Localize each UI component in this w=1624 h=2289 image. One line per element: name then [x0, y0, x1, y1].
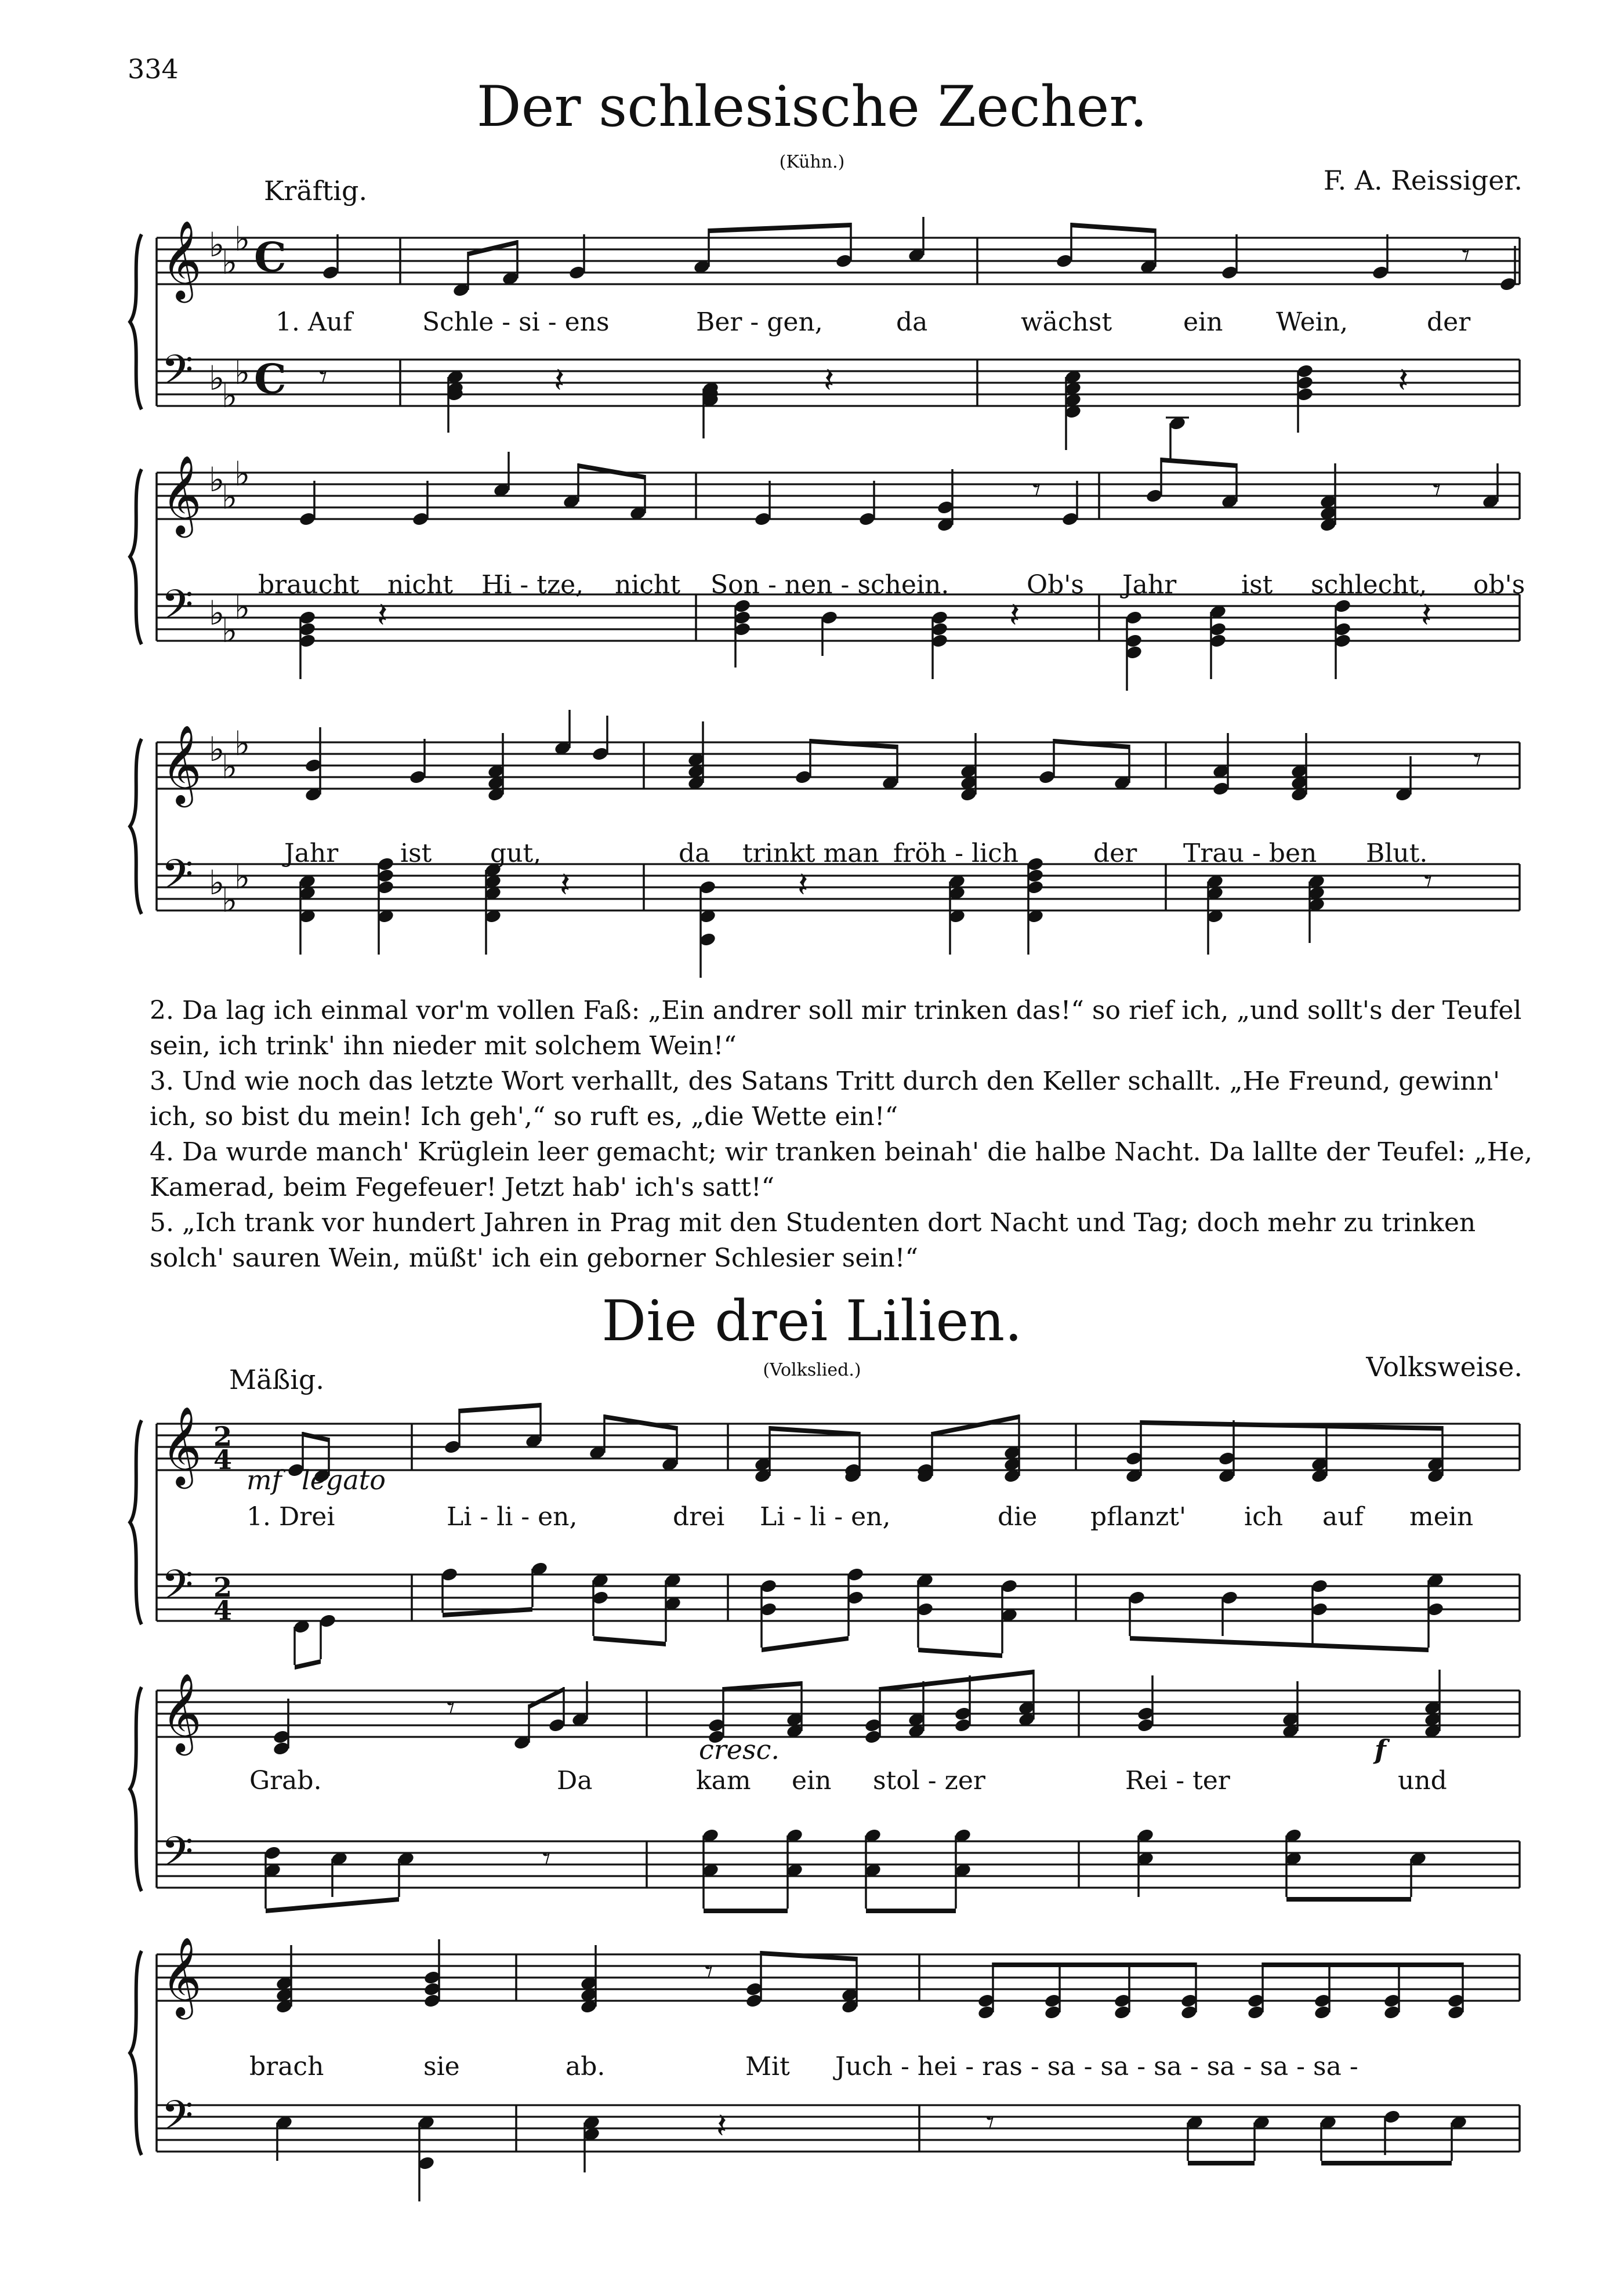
lyric-word: ist [1241, 570, 1273, 600]
lyric-word: kam [696, 1766, 751, 1795]
eighth-rest: 𝄾 [1433, 471, 1441, 509]
treble-beam [459, 1403, 541, 1413]
treble-beam [810, 739, 897, 749]
lyric-word: Jahr [1122, 570, 1177, 600]
lyric-word: der [1093, 839, 1137, 868]
eighth-rest: 𝄾 [1424, 862, 1433, 900]
treble-beam [709, 223, 851, 233]
grand-staff-brace [130, 1420, 142, 1624]
key-signature-flat: ♭ [222, 747, 238, 786]
treble-beam [932, 1414, 1019, 1436]
song2-title: Die drei Lilien. [601, 1289, 1023, 1354]
time-signature-bottom: 4 [213, 1444, 233, 1475]
treble-beam [303, 1432, 329, 1442]
treble-clef: 𝄞 [161, 1405, 202, 1485]
bass-beam [593, 1636, 666, 1646]
bass-beam [1321, 2161, 1452, 2165]
treble-clef: 𝄞 [161, 1672, 202, 1752]
quarter-rest: 𝄽 [798, 865, 809, 905]
lyric-word: nicht [615, 570, 681, 600]
lyric-word: pflanzt' [1090, 1502, 1187, 1532]
eighth-rest: 𝄾 [705, 1953, 713, 1990]
bass-clef: 𝄢 [161, 346, 194, 404]
bass-beam [1188, 2161, 1255, 2165]
page-number: 334 [128, 53, 179, 85]
key-signature-flat: ♭ [234, 724, 251, 763]
time-signature-bottom: 4 [213, 1595, 233, 1626]
grand-staff-brace [130, 739, 142, 914]
lyric-word: mein [1409, 1502, 1474, 1532]
lyric-word: brach [249, 2052, 324, 2081]
song1-lyricist: (Kühn.) [779, 152, 845, 172]
key-signature-flat: ♭ [234, 353, 251, 392]
verse-2: 2. Da lag ich einmal vor'm vollen Faß: „Ein andrer soll mir trinken das!“ so rief ich, „und sollt's der Teufel sein, ich trink' ihn nieder mit solchem Wein!“ [150, 996, 1522, 1061]
quarter-rest: 𝄽 [560, 865, 571, 905]
eighth-rest: 𝄾 [447, 1689, 455, 1726]
treble-beam [993, 1962, 1196, 1967]
key-signature-flat: ♭ [234, 857, 251, 897]
lyric-word: Li - li - en, [760, 1502, 891, 1532]
lyric-word: fröh - lich [893, 839, 1019, 868]
lyric-word: Wein, [1276, 307, 1348, 337]
bass-clef: 𝄢 [161, 851, 194, 909]
lyric-word: Ob's [1027, 570, 1084, 600]
treble-beam [1161, 458, 1237, 468]
treble-beam [1054, 739, 1129, 749]
treble-beam [468, 240, 517, 256]
lyric-word: Hi - tze, [481, 570, 584, 600]
dynamic-forte: f [1375, 1734, 1386, 1765]
treble-beam [1263, 1962, 1463, 1967]
time-signature-top: 2 [213, 1421, 233, 1452]
lyric-word: sie [423, 2052, 460, 2081]
dynamic-mf: mf [246, 1464, 282, 1496]
bass-beam [762, 1636, 849, 1652]
treble-clef: 𝄞 [161, 724, 202, 804]
treble-beam [604, 1414, 677, 1431]
key-signature-flat: ♭ [209, 593, 225, 633]
lyric-word: Son - nen - schein. [710, 570, 949, 600]
key-signature-flat: ♭ [209, 730, 225, 769]
lyric-word: Mit [745, 2052, 790, 2081]
dynamic-cresc: cresc. [699, 1734, 780, 1765]
lyric-word: Grab. [249, 1766, 322, 1795]
bass-beam [866, 1909, 956, 1913]
key-signature-flat: ♭ [234, 219, 251, 259]
eighth-rest: 𝄾 [1473, 741, 1482, 778]
lyric-word: Schle - si - ens [422, 307, 610, 337]
lyric-word: Jahr [284, 839, 339, 868]
bass-beam [704, 1909, 788, 1913]
grand-staff-brace [130, 1687, 142, 1891]
key-signature-flat: ♭ [222, 242, 238, 282]
treble-beam [1071, 223, 1155, 233]
song1-composer: F. A. Reissiger. [1323, 165, 1522, 196]
key-signature-flat: ♭ [222, 477, 238, 517]
key-signature-flat: ♭ [222, 611, 238, 650]
key-signature-flat: ♭ [209, 358, 225, 398]
key-signature-flat: ♭ [234, 454, 251, 494]
lyric-word: braucht [258, 570, 360, 600]
quarter-rest: 𝄽 [377, 595, 388, 636]
treble-clef: 𝄞 [161, 454, 202, 534]
lyric-word: ab. [566, 2052, 606, 2081]
song1-tempo: Kräftig. [264, 175, 368, 206]
grand-staff-brace [130, 1951, 142, 2155]
song2-tempo: Mäßig. [229, 1364, 325, 1395]
grand-staff-brace [130, 469, 142, 644]
eighth-rest: 𝄾 [986, 2103, 995, 2141]
lyric-word: Ber - gen, [696, 307, 823, 337]
lyric-word: ich [1244, 1502, 1284, 1532]
lyric-word: 1. Drei [246, 1502, 335, 1532]
bass-beam [266, 1897, 399, 1913]
lyric-word: gut, [490, 839, 542, 868]
verse-5: 5. „Ich trank vor hundert Jahren in Prag mit den Studenten dort Nacht und Tag; doch mehr zu trinken solch' sauren Wein, müßt' ich ein geborner Schlesier sein!“ [150, 1208, 1476, 1273]
lyric-word: stol - zer [873, 1766, 985, 1795]
quarter-rest: 𝄽 [554, 360, 565, 401]
lyric-word: nicht [387, 570, 454, 600]
lyric-word: Da [557, 1766, 593, 1795]
song2-system-3 [0, 1931, 1624, 2198]
bass-clef: 𝄢 [161, 1828, 194, 1886]
eighth-rest: 𝄾 [319, 358, 328, 396]
key-signature-flat: ♭ [209, 863, 225, 902]
key-signature-flat: ♭ [209, 460, 225, 499]
lyric-word: schlecht, [1311, 570, 1427, 600]
key-signature-flat: ♭ [222, 880, 238, 920]
grand-staff-brace [130, 234, 142, 409]
lyric-word: der [1427, 307, 1471, 337]
key-signature-flat: ♭ [234, 587, 251, 627]
lyric-word: Li - li - en, [447, 1502, 578, 1532]
lyric-word: und [1398, 1766, 1447, 1795]
lyric-word: Juch - hei - ras - sa - sa - sa - sa - sa - sa - [835, 2052, 1358, 2081]
key-signature-flat: ♭ [222, 376, 238, 415]
song1-verses [150, 993, 1536, 1276]
quarter-rest: 𝄽 [1009, 595, 1020, 636]
lyric-word: da [679, 839, 710, 868]
bass-clef: 𝄢 [161, 2092, 194, 2150]
song1-title: Der schlesische Zecher. [476, 74, 1148, 139]
time-signature: C [254, 233, 287, 281]
eighth-rest: 𝄾 [1462, 236, 1470, 274]
lyric-word: ein [792, 1766, 832, 1795]
treble-clef: 𝄞 [161, 1936, 202, 2016]
lyric-word: wächst [1021, 307, 1112, 337]
lyric-word: ist [400, 839, 432, 868]
eighth-rest: 𝄾 [542, 1840, 551, 1877]
time-signature-top: 2 [213, 1572, 233, 1603]
bass-clef: 𝄢 [161, 1561, 194, 1619]
treble-beam [578, 463, 645, 480]
eighth-rest: 𝄾 [1032, 471, 1041, 509]
verse-4: 4. Da wurde manch' Krüglein leer gemacht; wir tranken beinah' die halbe Nacht. Da lallte der Teufel: „He, Kamerad, beim Fegefeuer! Jetzt hab' ich's satt!“ [150, 1137, 1533, 1202]
lyric-word: die [998, 1502, 1038, 1532]
lyric-word: drei [673, 1502, 725, 1532]
treble-beam [880, 1670, 1034, 1692]
lyric-word: auf [1322, 1502, 1364, 1532]
lyric-word: ein [1183, 307, 1223, 337]
treble-clef: 𝄞 [161, 219, 202, 299]
lyric-word: 1. Auf [276, 307, 353, 337]
lyric-word: da [896, 307, 928, 337]
bass-beam [1286, 1897, 1411, 1902]
lyric-word: Rei - ter [1125, 1766, 1230, 1795]
lyric-word: Trau - ben [1183, 839, 1317, 868]
quarter-rest: 𝄽 [1421, 595, 1432, 636]
verse-3: 3. Und wie noch das letzte Wort verhallt, des Satans Tritt durch den Keller schallt. „He Freund, gewinn' ich, so bist du mein! Ich geh',“ so ruft es, „die Wette ein!“ [150, 1066, 1500, 1131]
bass-beam [1130, 1636, 1429, 1652]
song2-source: (Volkslied.) [763, 1360, 861, 1380]
lyric-word: ob's [1473, 570, 1525, 600]
song2-composer: Volksweise. [1366, 1351, 1522, 1383]
quarter-rest: 𝄽 [824, 360, 835, 401]
dynamic-legato: legato [302, 1464, 386, 1496]
time-signature: C [254, 355, 287, 403]
bass-beam [918, 1648, 1002, 1658]
treble-beam [1141, 1420, 1442, 1431]
lyric-word: trinkt man [742, 839, 879, 868]
treble-beam [761, 1951, 857, 1961]
quarter-rest: 𝄽 [716, 2106, 727, 2146]
bass-clef: 𝄢 [161, 581, 194, 639]
quarter-rest: 𝄽 [1398, 360, 1409, 401]
lyric-word: Blut. [1366, 839, 1428, 868]
key-signature-flat: ♭ [209, 225, 225, 264]
